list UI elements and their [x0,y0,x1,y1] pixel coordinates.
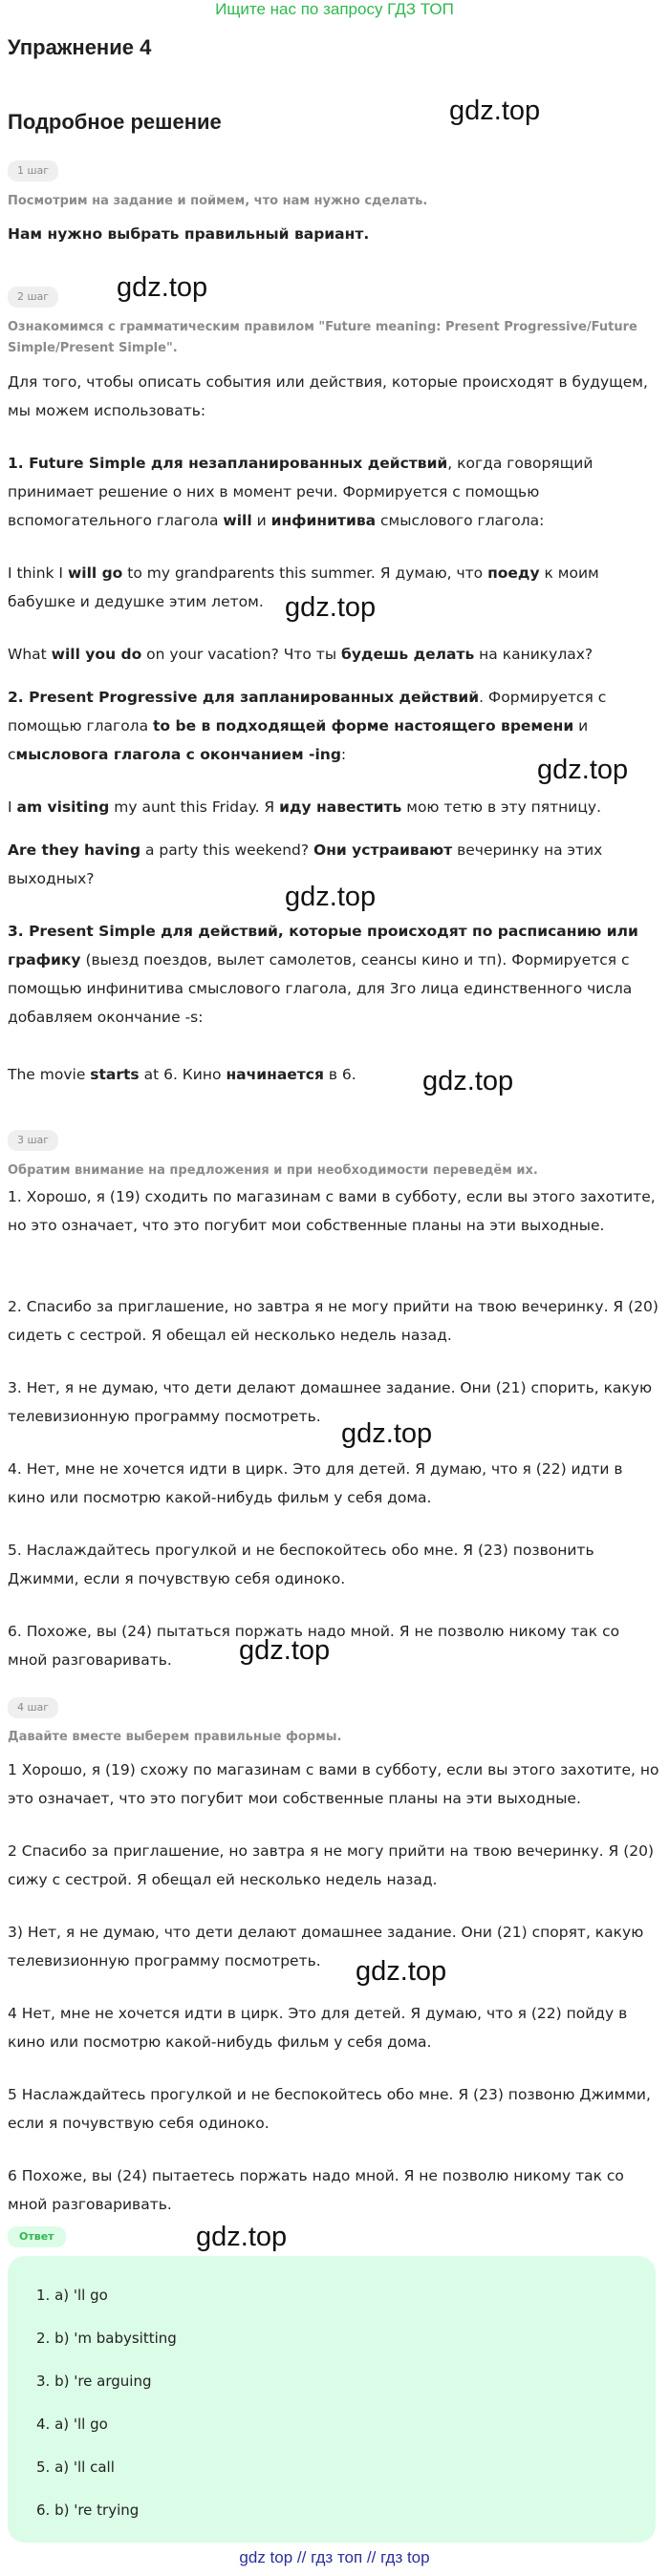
example-sentence: What will you do on your vacation? Что ты будешь делать на каникулах? [8,646,593,663]
example-sentence: The movie starts at 6. Кино начинается в 6. [8,1066,356,1083]
list-item: 3) Нет, я не думаю, что дети делают домашнее задание. Они (21) спорят, какую телевизионную программу посмотреть. [8,1924,644,1969]
step-hint-line-2: Simple/Present Simple". [8,341,178,355]
list-item: 5. Наслаждайтесь прогулкой и не беспокойтесь обо мне. Я (23) позвонить Джимми, если я почувствую себя одиноко. [8,1542,594,1587]
list-item: 4. Нет, мне не хочется идти в цирк. Это для детей. Я думаю, что я (22) идти в кино или посмотрю какой-нибудь фильм у себя дома. [8,1460,623,1506]
watermark: gdz.top [422,1066,514,1096]
list-item: 3. Нет, я не думаю, что дети делают домашнее задание. Они (21) спорить, какую телевизионную программу посмотреть. [8,1379,653,1425]
list-item: 6. Похоже, вы (24) пытаться поржать надо мной. Я не позволю никому так со мной разговаривать. [8,1623,620,1669]
list-item: 4 Нет, мне не хочется идти в цирк. Это для детей. Я думаю, что я (22) пойду в кино или посмотрю какой-нибудь фильм у себя дома. [8,2005,628,2051]
example-sentence: Are they having a party this weekend? Они устраивают вечеринку на этих выходных? [8,841,603,887]
step-badge: 2 шаг [8,287,58,308]
step-hint: Посмотрим на задание и поймем, что нам нужно сделать. [8,194,428,208]
answer-box [8,2256,656,2543]
rule-future-simple: 1. Future Simple для незапланированных действий, когда говорящий принимает решение о них в момент речи. Формируется с помощью вспомогательного глагола will и инфинитива смыслового глагола: [8,455,593,529]
rule-intro: Для того, чтобы описать события или действия, которые происходят в будущем, мы можем использовать: [8,373,648,419]
step-text: Нам нужно выбрать правильный вариант. [8,225,370,243]
watermark: gdz.top [285,882,377,912]
search-hint-link[interactable]: Ищите нас по запросу ГДЗ ТОП [215,0,454,18]
page-title: Упражнение 4 [8,35,152,59]
watermark: gdz.top [285,592,377,623]
watermark: gdz.top [341,1418,433,1449]
list-item: 2. Спасибо за приглашение, но завтра я не могу прийти на твою вечеринку. Я (20) сидеть с сестрой. Я обещал ей несколько недель назад. [8,1298,658,1344]
watermark: gdz.top [239,1635,331,1666]
watermark: gdz.top [356,1956,447,1987]
step-hint: Давайте вместе выберем правильные формы. [8,1730,342,1744]
answer-item: 6. b) 're trying [36,2501,140,2519]
rule-present-simple: 3. Present Simple для действий, которые происходят по расписанию или графику (выезд поездов, вылет самолетов, сеансы кино и тп). Формируется с помощью инфинитива смыслового глагола, для 3го лица единственного числа добавляем окончание -s: [8,923,638,1026]
answer-item: 1. a) 'll go [36,2287,108,2304]
list-item: 5 Наслаждайтесь прогулкой и не беспокойтесь обо мне. Я (23) позвоню Джимми, если я почувствую себя одиноко. [8,2086,651,2132]
answer-item: 4. a) 'll go [36,2416,108,2433]
footer-links[interactable]: gdz top // гдз топ // гдз top [239,2548,430,2566]
list-item: 1 Хорошо, я (19) схожу по магазинам с вами в субботу, если вы этого захотите, но это означает, что это погубит мои собственные планы на эти выходные. [8,1761,659,1807]
list-item: 6 Похоже, вы (24) пытаетесь поржать надо мной. Я не позволю никому так со мной разговаривать. [8,2167,624,2213]
answer-item: 5. a) 'll call [36,2459,115,2476]
rule-present-progressive: 2. Present Progressive для запланированных действий. Формируется с помощью глагола to be в подходящей форме настоящего времени и смысловога глагола с окончанием -ing: [8,689,607,763]
step-badge: 3 шаг [8,1130,58,1151]
section-title: Подробное решение [8,110,222,134]
list-item: 1. Хорошо, я (19) сходить по магазинам с вами в субботу, если вы этого захотите, но это означает, что это погубит мои собственные планы на эти выходные. [8,1188,656,1234]
watermark: gdz.top [196,2222,288,2252]
answer-item: 2. b) 'm babysitting [36,2330,177,2347]
step-hint-line-1: Ознакомимся с грамматическим правилом "Future meaning: Present Progressive/Future [8,320,637,334]
list-item: 2 Спасибо за приглашение, но завтра я не могу прийти на твою вечеринку. Я (20) сижу с сестрой. Я обещал ей несколько недель назад. [8,1842,655,1888]
answer-badge: Ответ [8,2226,66,2247]
example-sentence: I think I will go to my grandparents this summer. Я думаю, что поеду к моим бабушке и дедушке этим летом. [8,564,599,610]
step-badge: 4 шаг [8,1697,58,1718]
answer-item: 3. b) 're arguing [36,2373,152,2390]
step-hint: Обратим внимание на предложения и при необходимости переведём их. [8,1163,538,1178]
watermark: gdz.top [117,272,208,303]
step-badge: 1 шаг [8,160,58,181]
watermark: gdz.top [537,755,629,785]
example-sentence: I am visiting my aunt this Friday. Я иду навестить мою тетю в эту пятницу. [8,798,602,816]
watermark: gdz.top [449,96,541,126]
